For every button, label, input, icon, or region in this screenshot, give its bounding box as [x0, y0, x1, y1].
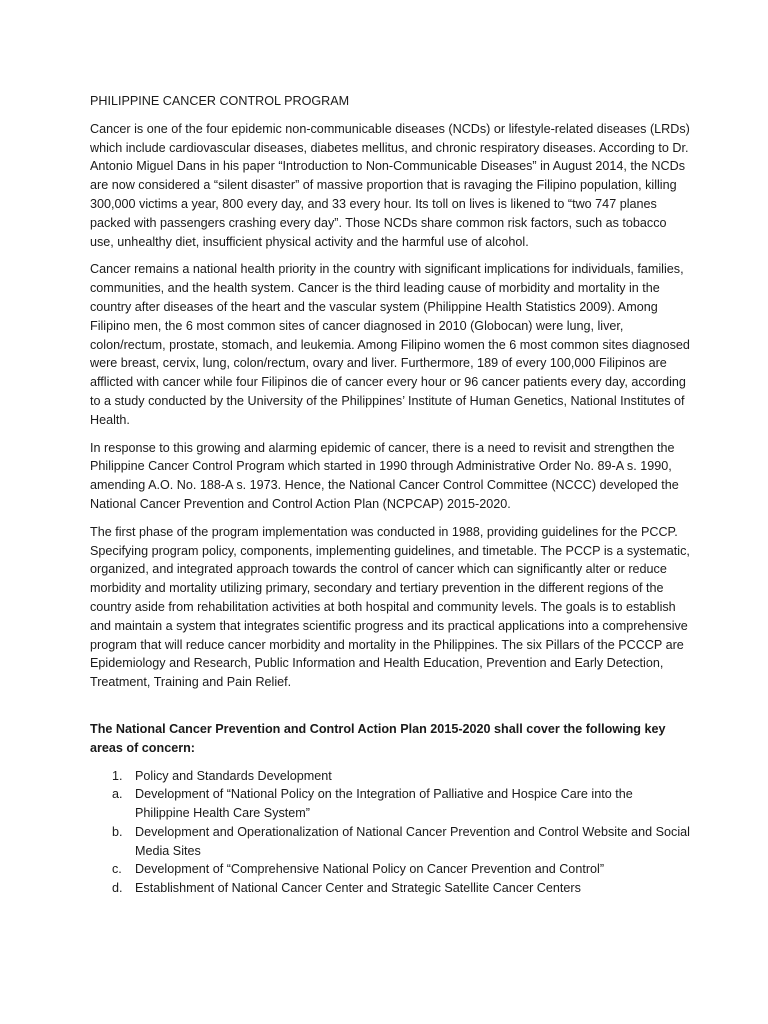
- list-item: [90, 785, 690, 823]
- list-marker: c.: [112, 862, 122, 877]
- list-item-text: Establishment of National Cancer Center and Strategic Satellite Cancer Centers: [135, 881, 581, 896]
- list-marker: b.: [112, 824, 123, 839]
- list-item: [90, 767, 690, 786]
- list-item-text: Development and Operationalization of National Cancer Prevention and Control Website and Social Media Sites: [135, 824, 690, 858]
- list-item-text: Policy and Standards Development: [135, 768, 332, 783]
- paragraph-national-priority: Cancer remains a national health priority in the country with significant implications for individuals, families, communities, and the health system. Cancer is the third leading cause of morbidity and mortality in the country after diseases of the heart and the vascular system (Philippine Health Statistics 2009). Among Filipino men, the 6 most common sites of cancer diagnosed in 2010 (Globocan) were lung, liver, colon/rectum, prostate, stomach, and leukemia. Among Filipino women the 6 most common sites diagnosed were breast, cervix, lung, colon/rectum, ovary and liver. Furthermore, 189 of every 100,000 Filipinos are afflicted with cancer while four Filipinos die of cancer every hour or 96 cancer patients every day, according to a study conducted by the University of the Philippines’ Institute of Human Genetics, National Institutes of Health.: [90, 262, 690, 427]
- document-body: [90, 92, 690, 898]
- list-item-text: Development of “Comprehensive National Policy on Cancer Prevention and Control”: [135, 862, 605, 877]
- paragraph-ncd-intro: Cancer is one of the four epidemic non-communicable diseases (NCDs) or lifestyle-related diseases (LRDs) which include cardiovascular diseases, diabetes mellitus, and chronic respiratory diseases. According to Dr. Antonio Miguel Dans in his paper “Introduction to Non-Communicable Diseases” in August 2014, the NCDs are now considered a “silent disaster” of massive proportion that is ravaging the Filipino population, killing 300,000 victims a year, 800 every day, and 33 every hour. Its toll on lives is likened to “two 747 planes packed with passengers crashing every day”. Those NCDs share common risk factors, such as tobacco use, unhealthy diet, insufficient physical activity and the harmful use of alcohol.: [90, 121, 690, 249]
- list-marker: a.: [112, 787, 123, 802]
- list-item: [90, 823, 690, 861]
- list-item: [90, 879, 690, 898]
- document-title: PHILIPPINE CANCER CONTROL PROGRAM: [90, 94, 350, 108]
- list-marker: d.: [112, 881, 123, 896]
- key-areas-heading: The National Cancer Prevention and Control Action Plan 2015-2020 shall cover the following key areas of concern:: [90, 721, 666, 755]
- list-marker: 1.: [112, 768, 123, 783]
- key-areas-list: [90, 767, 690, 899]
- paragraph-first-phase: The first phase of the program implementation was conducted in 1988, providing guidelines for the PCCP. Specifying program policy, components, implementing guidelines, and timetable. The PCCP is a systematic, organized, and integrated approach towards the control of cancer which can significantly alter or reduce morbidity and mortality utilizing primary, secondary and tertiary prevention in the different regions of the country aside from rehabilitation activities at both hospital and community levels. The goals is to establish and maintain a system that integrates scientific progress and its practical applications into a comprehensive program that will reduce cancer morbidity and mortality in the Philippines. The six Pillars of the PCCCP are Epidemiology and Research, Public Information and Health Education, Prevention and Early Detection, Treatment, Training and Pain Relief.: [90, 524, 690, 690]
- list-item-text: Development of “National Policy on the Integration of Palliative and Hospice Care into the Philippine Health Care System”: [135, 787, 633, 821]
- paragraph-program-response: In response to this growing and alarming epidemic of cancer, there is a need to revisit and strengthen the Philippine Cancer Control Program which started in 1990 through Administrative Order No. 89-A s. 1990, amending A.O. No. 188-A s. 1973. Hence, the National Cancer Control Committee (NCCC) developed the National Cancer Prevention and Control Action Plan (NCPCAP) 2015-2020.: [90, 440, 679, 511]
- list-item: [90, 860, 690, 879]
